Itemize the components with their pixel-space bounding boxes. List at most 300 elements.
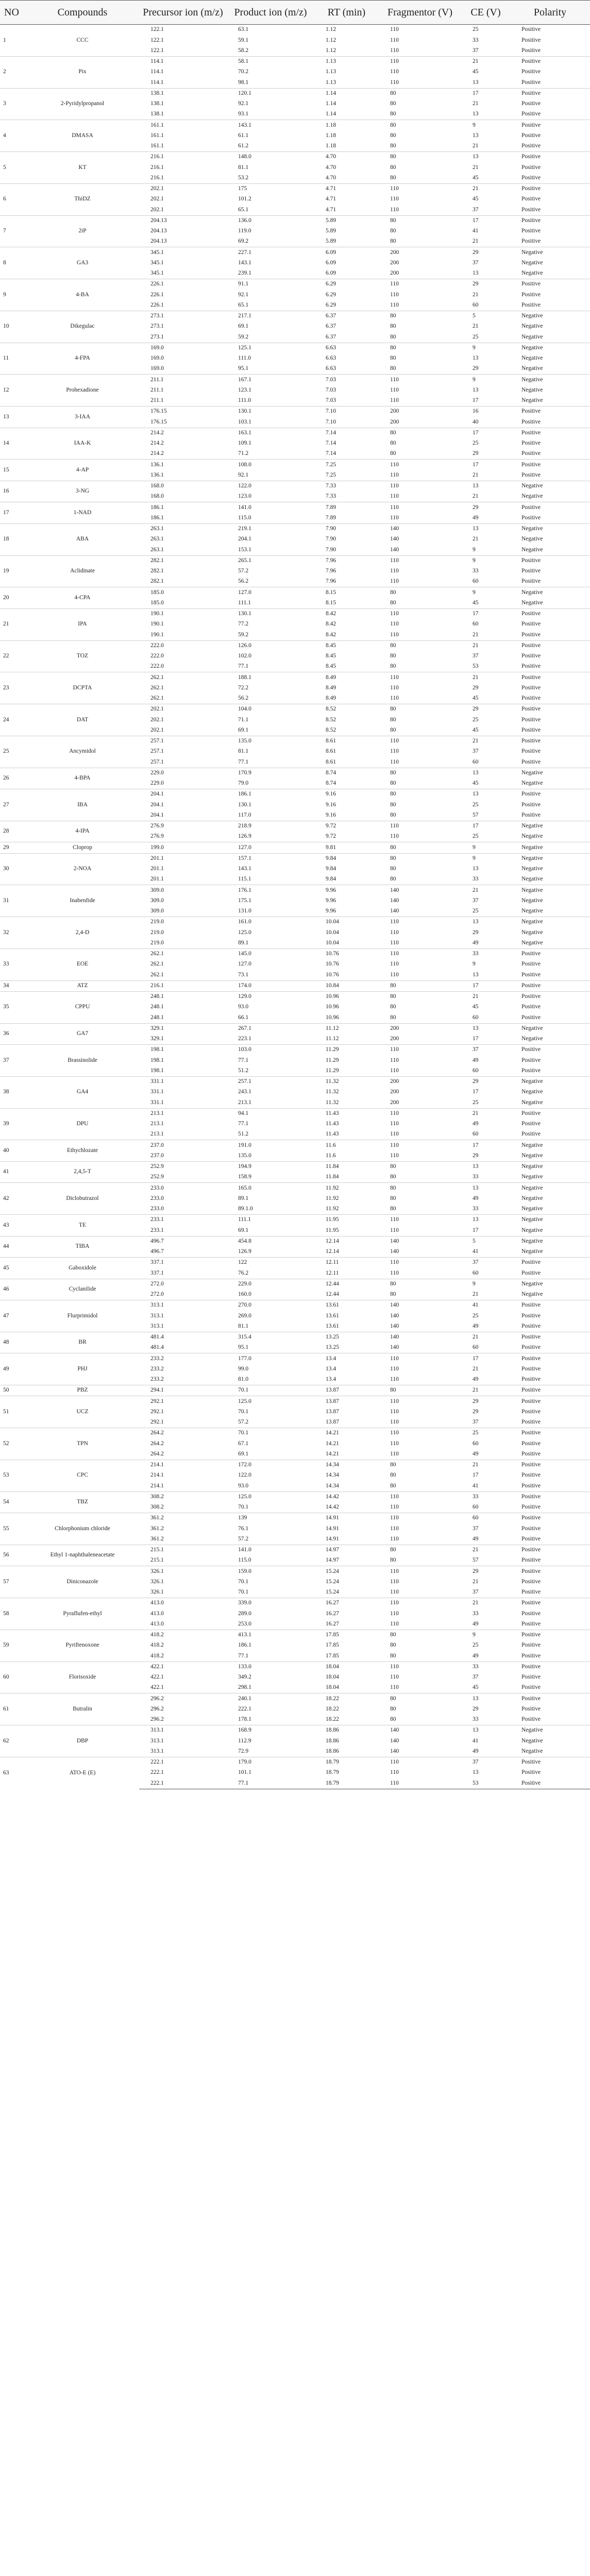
polarity-cell: Positive	[521, 663, 541, 670]
header-rt: RT (min)	[314, 1, 379, 25]
precursor-cell: 136.1	[139, 460, 227, 470]
rt-cell: 1.18	[326, 132, 336, 139]
fragmentor-cell: 80	[390, 1472, 396, 1479]
fragmentor-cell: 110	[379, 821, 461, 832]
ce-cell: 21	[473, 493, 479, 500]
table-row	[0, 608, 590, 619]
polarity-cell: Positive	[521, 514, 541, 521]
rt-cell: 18.04	[314, 1662, 379, 1672]
fragmentor-cell: 110	[390, 748, 399, 755]
fragmentor-cell: 110	[390, 833, 399, 840]
no-cell: 22	[0, 640, 26, 672]
ce-cell: 13	[461, 1215, 510, 1226]
rt-cell: 18.86	[326, 1748, 339, 1754]
no-cell: 5	[0, 152, 26, 184]
rt-cell: 12.44	[326, 1291, 339, 1298]
rt-cell: 7.03	[326, 386, 336, 393]
rt-cell: 9.16	[326, 811, 336, 818]
ce-cell: 21	[461, 1545, 510, 1555]
fragmentor-cell: 110	[379, 555, 461, 566]
polarity-cell: Positive	[510, 640, 590, 651]
header-compounds: Compounds	[26, 1, 139, 25]
rt-cell: 7.10	[326, 418, 336, 425]
ce-cell: 33	[473, 876, 479, 883]
precursor-cell: 248.1	[150, 1004, 164, 1010]
fragmentor-cell: 110	[390, 471, 399, 478]
fragmentor-cell: 110	[390, 961, 399, 968]
rt-cell: 9.16	[314, 789, 379, 800]
rt-cell: 7.96	[326, 568, 336, 574]
ce-cell: 21	[473, 323, 479, 330]
rt-cell: 16.27	[326, 1610, 339, 1617]
ce-cell: 21	[461, 1385, 510, 1396]
product-cell: 122.0	[238, 1472, 251, 1479]
rt-cell: 10.04	[314, 917, 379, 928]
precursor-cell: 204.13	[150, 238, 167, 245]
rt-cell: 18.86	[314, 1725, 379, 1736]
ce-cell: 33	[473, 1610, 479, 1617]
rt-cell: 7.03	[326, 397, 336, 404]
precursor-cell: 326.1	[139, 1566, 227, 1577]
rt-cell: 13.61	[326, 1312, 339, 1319]
product-cell: 136.0	[227, 215, 314, 226]
precursor-cell: 186.1	[150, 514, 164, 521]
polarity-cell: Positive	[521, 1067, 541, 1074]
product-cell: 135.0	[227, 736, 314, 747]
fragmentor-cell: 110	[390, 1365, 399, 1372]
ce-cell: 9	[461, 375, 510, 385]
fragmentor-cell: 80	[379, 1385, 461, 1396]
polarity-cell: Positive	[521, 1620, 541, 1627]
fragmentor-cell: 110	[379, 56, 461, 67]
compound-cell: GA7	[26, 1023, 139, 1045]
no-cell: 45	[0, 1258, 26, 1279]
rt-cell: 14.34	[326, 1472, 339, 1479]
table-row	[0, 1045, 590, 1056]
ce-cell: 13	[461, 789, 510, 800]
ce-cell: 60	[473, 1269, 479, 1276]
rt-cell: 7.25	[314, 460, 379, 470]
ce-cell: 41	[473, 228, 479, 234]
product-cell: 143.1	[227, 120, 314, 131]
rt-cell: 10.04	[326, 929, 339, 936]
no-cell: 6	[0, 183, 26, 215]
polarity-cell: Negative	[510, 343, 590, 353]
ce-cell: 49	[473, 514, 479, 521]
polarity-cell: Negative	[521, 1227, 543, 1233]
fragmentor-cell: 80	[379, 343, 461, 353]
ce-cell: 13	[473, 132, 479, 139]
fragmentor-cell: 140	[379, 523, 461, 534]
rt-cell: 11.29	[326, 1057, 339, 1063]
polarity-cell: Negative	[510, 1725, 590, 1736]
precursor-cell: 219.0	[139, 917, 227, 928]
no-cell: 39	[0, 1108, 26, 1140]
product-cell: 168.9	[227, 1725, 314, 1736]
polarity-cell: Negative	[521, 866, 543, 872]
product-cell: 94.1	[227, 1108, 314, 1119]
polarity-cell: Positive	[521, 164, 541, 171]
rt-cell: 14.21	[326, 1450, 339, 1457]
polarity-cell: Positive	[521, 301, 541, 308]
precursor-cell: 313.1	[150, 1323, 164, 1329]
precursor-cell: 169.0	[150, 355, 164, 362]
polarity-cell: Negative	[510, 523, 590, 534]
ce-cell: 9	[461, 587, 510, 598]
precursor-cell: 214.2	[139, 428, 227, 438]
fragmentor-cell: 110	[379, 1258, 461, 1268]
rt-cell: 8.49	[314, 672, 379, 683]
ce-cell: 60	[473, 1014, 479, 1021]
precursor-cell: 413.0	[150, 1610, 164, 1617]
product-cell: 115.0	[238, 1557, 251, 1564]
table-row	[0, 1279, 590, 1290]
product-cell: 71.1	[238, 716, 249, 723]
ce-cell: 29	[461, 1566, 510, 1577]
no-cell: 36	[0, 1023, 26, 1045]
table-row	[0, 853, 590, 864]
product-cell: 70.1	[238, 1408, 249, 1415]
no-cell: 27	[0, 789, 26, 821]
rt-cell: 5.89	[314, 215, 379, 226]
fragmentor-cell: 200	[390, 1099, 399, 1106]
product-cell: 143.1	[238, 259, 251, 266]
ce-cell: 49	[473, 1535, 479, 1542]
table-row	[0, 183, 590, 194]
fragmentor-cell: 110	[379, 917, 461, 928]
rt-cell: 11.32	[326, 1089, 339, 1095]
polarity-cell: Positive	[521, 1705, 541, 1712]
fragmentor-cell: 140	[379, 1332, 461, 1343]
fragmentor-cell: 80	[379, 311, 461, 321]
ce-cell: 9	[461, 842, 510, 853]
product-cell: 349.2	[238, 1674, 251, 1681]
product-cell: 229.0	[227, 1279, 314, 1290]
ce-cell: 33	[473, 1716, 479, 1723]
compound-cell: Ethyl 1-naphthaleneacetate	[26, 1545, 139, 1566]
fragmentor-cell: 80	[390, 132, 396, 139]
precursor-cell: 202.1	[150, 206, 164, 213]
ce-cell: 60	[473, 758, 479, 765]
ce-cell: 13	[461, 152, 510, 163]
polarity-cell: Positive	[510, 152, 590, 163]
table-row	[0, 1725, 590, 1736]
product-cell: 70.2	[238, 69, 249, 75]
product-cell: 143.1	[238, 866, 251, 872]
polarity-cell: Positive	[521, 748, 541, 755]
rt-cell: 6.63	[326, 365, 336, 372]
precursor-cell: 204.1	[150, 811, 164, 818]
ce-cell: 21	[461, 640, 510, 651]
product-cell: 160.0	[238, 1291, 251, 1298]
rt-cell: 14.91	[326, 1525, 339, 1532]
header-polarity: Polarity	[510, 1, 590, 25]
fragmentor-cell: 80	[379, 1630, 461, 1640]
table-row	[0, 481, 590, 492]
precursor-cell: 361.2	[150, 1525, 164, 1532]
precursor-cell: 276.9	[139, 821, 227, 832]
rt-cell: 7.14	[326, 440, 336, 447]
fragmentor-cell: 80	[390, 1482, 396, 1489]
no-cell: 47	[0, 1300, 26, 1332]
fragmentor-cell: 110	[390, 578, 399, 585]
precursor-cell: 292.1	[150, 1419, 164, 1426]
ce-cell: 49	[473, 1323, 479, 1329]
precursor-cell: 262.1	[150, 684, 164, 691]
product-cell: 77.1	[238, 1121, 249, 1127]
precursor-cell: 309.0	[139, 885, 227, 896]
compound-cell: 2-NOA	[26, 853, 139, 885]
ce-cell: 33	[473, 37, 479, 43]
precursor-cell: 496.7	[139, 1236, 227, 1247]
no-cell: 29	[0, 842, 26, 853]
product-cell: 126.0	[227, 640, 314, 651]
table-row	[0, 1630, 590, 1640]
polarity-cell: Positive	[521, 1131, 541, 1138]
precursor-cell: 263.1	[150, 546, 164, 553]
compound-cell: DPU	[26, 1108, 139, 1140]
precursor-cell: 309.0	[150, 908, 164, 914]
fragmentor-cell: 110	[390, 1504, 399, 1511]
precursor-cell: 337.1	[150, 1269, 164, 1276]
polarity-cell: Positive	[521, 1365, 541, 1372]
rt-cell: 6.29	[326, 301, 336, 308]
ce-cell: 21	[473, 291, 479, 298]
rt-cell: 9.81	[314, 842, 379, 853]
polarity-cell: Negative	[510, 917, 590, 928]
polarity-cell: Positive	[510, 56, 590, 67]
polarity-cell: Negative	[510, 481, 590, 492]
header-product: Product ion (m/z)	[227, 1, 314, 25]
fragmentor-cell: 110	[390, 1131, 399, 1138]
polarity-cell: Negative	[521, 355, 543, 362]
fragmentor-cell: 110	[390, 1525, 399, 1532]
ce-cell: 33	[461, 1492, 510, 1502]
polarity-cell: Positive	[510, 1428, 590, 1439]
product-cell: 218.9	[227, 821, 314, 832]
precursor-cell: 252.9	[139, 1161, 227, 1172]
ce-cell: 17	[473, 397, 479, 404]
rt-cell: 9.84	[326, 866, 336, 872]
rt-cell: 7.96	[314, 555, 379, 566]
rt-cell: 5.89	[326, 238, 336, 245]
product-cell: 57.2	[238, 1419, 249, 1426]
polarity-cell: Positive	[521, 291, 541, 298]
product-cell: 163.1	[227, 428, 314, 438]
product-cell: 59.2	[238, 631, 249, 638]
product-cell: 122.0	[227, 481, 314, 492]
precursor-cell: 213.1	[150, 1121, 164, 1127]
polarity-cell: Positive	[521, 1525, 541, 1532]
polarity-cell: Positive	[510, 704, 590, 715]
ce-cell: 13	[473, 111, 479, 117]
product-cell: 123.1	[238, 386, 251, 393]
fragmentor-cell: 80	[379, 1460, 461, 1470]
rt-cell: 11.43	[326, 1121, 339, 1127]
ce-cell: 9	[461, 555, 510, 566]
precursor-cell: 262.1	[139, 672, 227, 683]
product-cell: 67.1	[238, 1440, 249, 1447]
ce-cell: 49	[473, 1748, 479, 1754]
fragmentor-cell: 140	[390, 1344, 399, 1351]
precursor-cell: 202.1	[139, 183, 227, 194]
compound-cell: Pyraflufen-ethyl	[26, 1598, 139, 1630]
fragmentor-cell: 110	[390, 514, 399, 521]
precursor-cell: 361.2	[150, 1535, 164, 1542]
no-cell: 14	[0, 428, 26, 460]
precursor-cell: 202.1	[150, 716, 164, 723]
product-cell: 73.1	[238, 971, 249, 978]
rt-cell: 11.29	[326, 1067, 339, 1074]
fragmentor-cell: 80	[390, 1206, 396, 1212]
ce-cell: 21	[473, 143, 479, 149]
precursor-cell: 263.1	[150, 536, 164, 543]
fragmentor-cell: 110	[379, 672, 461, 683]
compound-cell: Pix	[26, 56, 139, 88]
ce-cell: 17	[473, 1089, 479, 1095]
compound-cell: 2,4,5-T	[26, 1161, 139, 1183]
product-cell: 240.1	[227, 1693, 314, 1704]
rt-cell: 18.79	[314, 1757, 379, 1768]
polarity-cell: Positive	[510, 502, 590, 513]
polarity-cell: Positive	[521, 111, 541, 117]
rt-cell: 18.79	[314, 1778, 379, 1789]
compound-cell: 3-NG	[26, 481, 139, 502]
rt-cell: 13.87	[326, 1419, 339, 1426]
polarity-cell: Positive	[510, 406, 590, 417]
precursor-cell: 213.1	[139, 1108, 227, 1119]
precursor-cell: 213.1	[150, 1131, 164, 1138]
ce-cell: 25	[473, 716, 479, 723]
fragmentor-cell: 110	[390, 1419, 399, 1426]
rt-cell: 18.79	[326, 1769, 339, 1776]
precursor-cell: 331.1	[150, 1099, 164, 1106]
no-cell: 34	[0, 980, 26, 991]
precursor-cell: 422.1	[150, 1674, 164, 1681]
product-cell: 178.1	[238, 1716, 251, 1723]
ce-cell: 49	[473, 1121, 479, 1127]
product-cell: 176.1	[227, 885, 314, 896]
precursor-cell: 229.0	[139, 768, 227, 778]
fragmentor-cell: 80	[390, 1642, 396, 1649]
rt-cell: 6.09	[326, 270, 336, 277]
no-cell: 55	[0, 1513, 26, 1545]
polarity-cell: Positive	[510, 1045, 590, 1056]
fragmentor-cell: 110	[390, 397, 399, 404]
ce-cell: 29	[473, 1705, 479, 1712]
ce-cell: 9	[461, 1279, 510, 1290]
product-cell: 174.0	[227, 980, 314, 991]
rt-cell: 6.37	[326, 323, 336, 330]
ce-cell: 29	[461, 247, 510, 258]
ce-cell: 21	[461, 1332, 510, 1343]
precursor-cell: 264.2	[150, 1450, 164, 1457]
rt-cell: 10.96	[326, 1014, 339, 1021]
fragmentor-cell: 110	[390, 1121, 399, 1127]
product-cell: 127.0	[238, 961, 251, 968]
fragmentor-cell: 80	[390, 1014, 396, 1021]
product-cell: 92.1	[238, 291, 249, 298]
ce-cell: 29	[461, 502, 510, 513]
fragmentor-cell: 80	[379, 428, 461, 438]
polarity-cell: Positive	[521, 1535, 541, 1542]
compound-cell: ThiDZ	[26, 183, 139, 215]
precursor-cell: 229.0	[150, 780, 164, 787]
fragmentor-cell: 110	[379, 1566, 461, 1577]
rt-cell: 9.96	[326, 908, 336, 914]
no-cell: 24	[0, 704, 26, 736]
polarity-cell: Positive	[510, 789, 590, 800]
ce-cell: 57	[473, 1557, 479, 1564]
fragmentor-cell: 110	[390, 206, 399, 213]
fragmentor-cell: 110	[390, 1589, 399, 1596]
polarity-cell: Positive	[521, 132, 541, 139]
rt-cell: 8.42	[326, 621, 336, 628]
compound-cell: PHJ	[26, 1353, 139, 1385]
no-cell: 10	[0, 311, 26, 343]
product-cell: 61.1	[238, 132, 249, 139]
table-row	[0, 460, 590, 470]
precursor-cell: 222.0	[150, 653, 164, 659]
ce-cell: 45	[473, 695, 479, 702]
fragmentor-cell: 110	[390, 1684, 399, 1691]
ce-cell: 49	[473, 1620, 479, 1627]
polarity-cell: Negative	[510, 311, 590, 321]
product-cell: 213.1	[238, 1099, 251, 1106]
product-cell: 103.0	[227, 1045, 314, 1056]
polarity-cell: Negative	[521, 1206, 543, 1212]
fragmentor-cell: 200	[379, 247, 461, 258]
rt-cell: 7.14	[326, 450, 336, 457]
rt-cell: 12.11	[314, 1258, 379, 1268]
no-cell: 42	[0, 1183, 26, 1215]
rt-cell: 7.89	[326, 514, 336, 521]
product-cell: 56.2	[238, 695, 249, 702]
precursor-cell: 248.1	[139, 991, 227, 1002]
polarity-cell: Negative	[510, 1215, 590, 1226]
polarity-cell: Negative	[521, 259, 543, 266]
fragmentor-cell: 80	[379, 991, 461, 1002]
product-cell: 141.0	[227, 1545, 314, 1555]
polarity-cell: Positive	[521, 440, 541, 447]
table-row	[0, 1353, 590, 1364]
fragmentor-cell: 110	[390, 1769, 399, 1776]
fragmentor-cell: 80	[379, 587, 461, 598]
product-cell: 70.1	[238, 1589, 249, 1596]
ce-cell: 21	[461, 183, 510, 194]
polarity-cell: Negative	[521, 876, 543, 883]
polarity-cell: Positive	[510, 428, 590, 438]
compound-cell: BR	[26, 1332, 139, 1353]
rt-cell: 9.84	[326, 876, 336, 883]
polarity-cell: Positive	[510, 183, 590, 194]
no-cell: 8	[0, 247, 26, 279]
fragmentor-cell: 80	[390, 450, 396, 457]
precursor-cell: 219.0	[150, 929, 164, 936]
polarity-cell: Positive	[521, 1376, 541, 1383]
product-cell: 129.0	[227, 991, 314, 1002]
ce-cell: 21	[461, 56, 510, 67]
precursor-cell: 138.1	[150, 100, 164, 107]
fragmentor-cell: 80	[390, 440, 396, 447]
polarity-cell: Positive	[510, 1353, 590, 1364]
product-cell: 188.1	[227, 672, 314, 683]
polarity-cell: Negative	[521, 1099, 543, 1106]
table-row	[0, 704, 590, 715]
compound-cell: Aclidinate	[26, 555, 139, 587]
product-cell: 89.1.0	[238, 1206, 253, 1212]
rt-cell: 18.22	[314, 1693, 379, 1704]
